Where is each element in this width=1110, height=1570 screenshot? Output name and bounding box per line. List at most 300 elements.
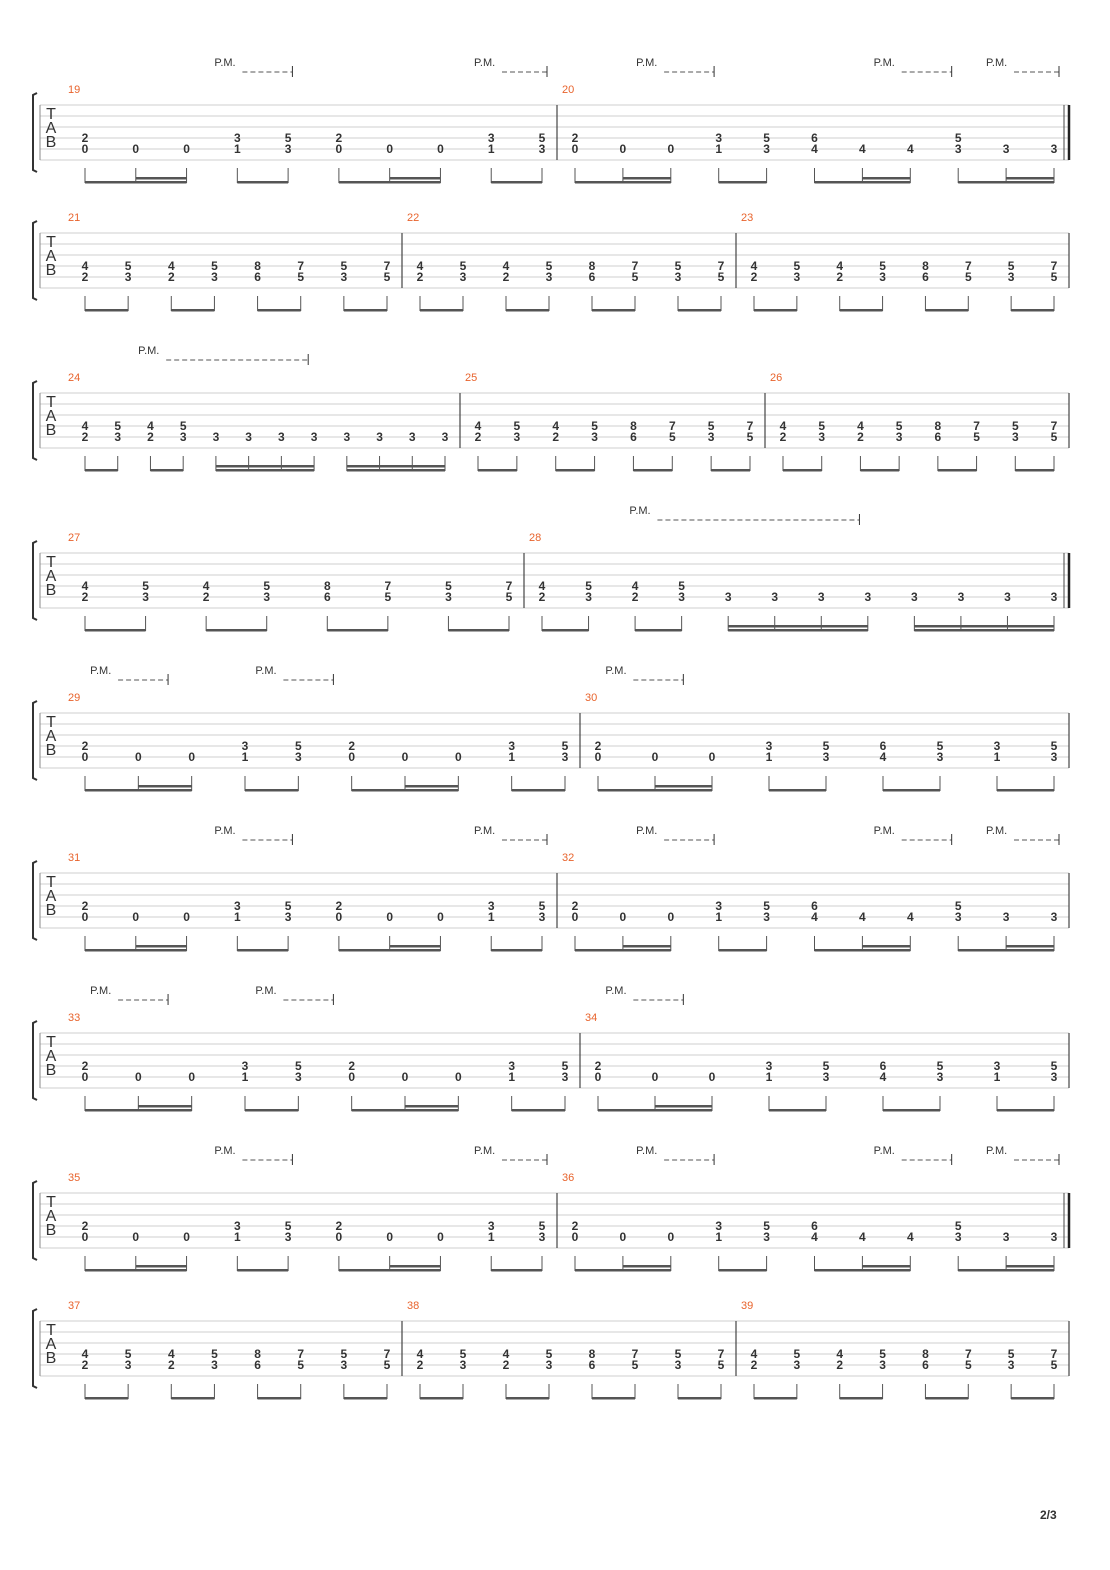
beam (728, 629, 868, 632)
fret-number: 5 (954, 131, 962, 145)
fret-number: 2 (552, 430, 560, 444)
fret-number: 3 (124, 1358, 132, 1372)
fret-number: 4 (811, 142, 818, 156)
fret-number: 2 (202, 590, 210, 604)
beam-secondary (728, 625, 868, 628)
beam (216, 469, 314, 472)
beam (171, 309, 214, 312)
fret-number: 3 (343, 430, 351, 444)
tab-clef-letter: B (45, 1062, 57, 1079)
fret-number: 2 (81, 899, 89, 913)
fret-number: 4 (167, 1347, 175, 1361)
beam-secondary (655, 1105, 712, 1108)
fret-number: 2 (335, 1219, 343, 1233)
beam (711, 469, 750, 472)
fret-number: 5 (591, 419, 598, 433)
beam (245, 1109, 298, 1112)
beam (352, 1109, 459, 1112)
fret-number: 3 (1011, 430, 1019, 444)
fret-number: 3 (1002, 142, 1010, 156)
beam (575, 181, 671, 184)
beam (958, 949, 1054, 952)
beam (556, 469, 595, 472)
fret-number: 0 (437, 142, 444, 156)
fret-number: 5 (954, 899, 962, 913)
fret-number: 2 (594, 1059, 602, 1073)
fret-number: 3 (1004, 590, 1011, 604)
beam (769, 1109, 826, 1112)
fret-number: 2 (81, 1059, 89, 1073)
fret-number: 3 (1050, 910, 1058, 924)
fret-number: 2 (335, 899, 343, 913)
measure-number: 30 (585, 692, 598, 704)
beam (512, 789, 565, 792)
beam (506, 1397, 549, 1400)
beam (339, 181, 441, 184)
measure-number: 37 (68, 1300, 81, 1312)
fret-number: 1 (715, 1230, 723, 1244)
beam (258, 1397, 301, 1400)
fret-number: 5 (879, 259, 886, 273)
fret-number: 4 (859, 1230, 866, 1244)
beam (237, 1269, 288, 1272)
tab-system (33, 825, 1069, 952)
fret-number: 5 (284, 1219, 292, 1233)
fret-number: 3 (954, 142, 962, 156)
palm-mute-label: P.M. (873, 825, 895, 837)
fret-number: 0 (571, 910, 579, 924)
fret-number: 5 (294, 1059, 302, 1073)
fret-number: 6 (922, 270, 929, 284)
fret-number: 3 (459, 270, 467, 284)
fret-number: 3 (441, 430, 449, 444)
fret-number: 5 (384, 590, 392, 604)
measure-number: 27 (68, 532, 81, 544)
fret-number: 5 (124, 1347, 132, 1361)
beam (491, 1269, 542, 1272)
measure-number: 23 (741, 212, 754, 224)
measure-number: 35 (68, 1172, 81, 1184)
beam (783, 469, 822, 472)
fret-number: 5 (631, 270, 639, 284)
beam (958, 1269, 1054, 1272)
fret-number: 7 (631, 1347, 639, 1361)
fret-number: 8 (254, 259, 261, 273)
fret-number: 5 (1050, 739, 1058, 753)
fret-number: 3 (513, 430, 521, 444)
fret-number: 3 (1050, 750, 1058, 764)
tab-clef-letter: T (46, 874, 56, 891)
palm-mute-label: P.M. (138, 345, 160, 357)
fret-number: 3 (545, 270, 553, 284)
fret-number: 0 (571, 142, 579, 156)
fret-number: 1 (233, 1230, 241, 1244)
fret-number: 5 (297, 270, 305, 284)
tab-clef-letter: A (45, 1336, 57, 1353)
fret-number: 0 (454, 750, 462, 764)
fret-number: 5 (505, 590, 513, 604)
fret-number: 5 (459, 259, 467, 273)
fret-number: 5 (822, 1059, 830, 1073)
fret-number: 5 (1050, 1358, 1058, 1372)
fret-number: 0 (183, 142, 190, 156)
beam-secondary (1006, 945, 1054, 948)
fret-number: 0 (708, 750, 716, 764)
palm-mute-label: P.M. (873, 1145, 895, 1157)
fret-number: 7 (668, 419, 676, 433)
fret-number: 6 (588, 270, 596, 284)
fret-number: 7 (746, 419, 754, 433)
fret-number: 3 (715, 1219, 723, 1233)
fret-number: 3 (340, 270, 348, 284)
beam (542, 629, 589, 632)
fret-number: 5 (763, 1219, 770, 1233)
fret-number: 8 (323, 579, 331, 593)
tab-clef-letter: T (46, 106, 56, 123)
fret-number: 4 (502, 1347, 510, 1361)
fret-number: 2 (348, 1059, 356, 1073)
tab-clef-letter: T (46, 714, 56, 731)
tab-system (33, 345, 1069, 472)
fret-number: 0 (708, 1070, 716, 1084)
fret-number: 4 (859, 910, 866, 924)
fret-number: 5 (513, 419, 521, 433)
fret-number: 3 (179, 430, 187, 444)
measure-number: 25 (465, 372, 478, 384)
fret-number: 8 (934, 419, 942, 433)
fret-number: 5 (895, 419, 903, 433)
fret-number: 3 (487, 1219, 495, 1233)
fret-number: 3 (911, 590, 918, 604)
fret-number: 1 (508, 1070, 516, 1084)
fret-number: 6 (254, 1358, 261, 1372)
tab-clef-letter: A (45, 408, 57, 425)
beam (840, 1397, 883, 1400)
beam (150, 469, 183, 472)
fret-number: 5 (1050, 430, 1058, 444)
tab-clef-letter: B (45, 582, 57, 599)
fret-number: 5 (1050, 1059, 1058, 1073)
fret-number: 4 (631, 579, 639, 593)
fret-number: 0 (132, 142, 140, 156)
tab-clef-letter: T (46, 234, 56, 251)
measure-number: 29 (68, 692, 81, 704)
beam (237, 181, 288, 184)
fret-number: 3 (1007, 1358, 1015, 1372)
fret-number: 5 (1050, 270, 1058, 284)
fret-number: 2 (594, 739, 602, 753)
fret-number: 3 (233, 1219, 241, 1233)
fret-number: 3 (715, 899, 723, 913)
fret-number: 4 (811, 1230, 818, 1244)
measure-number: 32 (562, 852, 575, 864)
fret-number: 3 (822, 1070, 830, 1084)
beam (883, 1109, 940, 1112)
fret-number: 7 (1050, 259, 1058, 273)
fret-number: 4 (474, 419, 482, 433)
fret-number: 5 (746, 430, 754, 444)
beam (85, 1109, 192, 1112)
beam-secondary (623, 945, 671, 948)
fret-number: 5 (459, 1347, 467, 1361)
fret-number: 2 (348, 739, 356, 753)
fret-number: 4 (81, 579, 89, 593)
page-number: 2/3 (1040, 1508, 1057, 1522)
fret-number: 5 (707, 419, 715, 433)
fret-number: 7 (964, 259, 972, 273)
fret-number: 6 (811, 899, 818, 913)
fret-number: 1 (241, 750, 249, 764)
measure-number: 28 (529, 532, 542, 544)
fret-number: 5 (973, 430, 980, 444)
beam (914, 629, 1054, 632)
measure-number: 24 (68, 372, 81, 384)
fret-number: 3 (1002, 910, 1010, 924)
fret-number: 4 (906, 910, 914, 924)
fret-number: 2 (147, 430, 154, 444)
fret-number: 3 (1002, 1230, 1010, 1244)
palm-mute-label: P.M. (474, 825, 496, 837)
tab-clef-letter: A (45, 728, 57, 745)
beam (245, 789, 298, 792)
fret-number: 3 (724, 590, 732, 604)
tab-clef-letter: A (45, 120, 57, 137)
system-bracket (33, 861, 37, 940)
fret-number: 7 (297, 1347, 305, 1361)
fret-number: 5 (954, 1219, 962, 1233)
fret-number: 2 (416, 270, 424, 284)
fret-number: 0 (81, 142, 89, 156)
beam (815, 1269, 911, 1272)
fret-number: 5 (678, 579, 685, 593)
fret-number: 2 (167, 270, 175, 284)
fret-number: 4 (836, 1347, 844, 1361)
fret-number: 5 (964, 270, 972, 284)
fret-number: 5 (585, 579, 592, 593)
fret-number: 5 (211, 1347, 218, 1361)
beam (478, 469, 517, 472)
fret-number: 6 (879, 739, 887, 753)
palm-mute-label: P.M. (214, 825, 236, 837)
beam (506, 309, 549, 312)
fret-number: 5 (936, 1059, 944, 1073)
fret-number: 5 (793, 259, 801, 273)
fret-number: 0 (386, 1230, 394, 1244)
beam-secondary (623, 1265, 671, 1268)
tab-clef-letter: T (46, 1322, 56, 1339)
palm-mute-label: P.M. (986, 1145, 1008, 1157)
fret-number: 4 (879, 750, 887, 764)
fret-number: 3 (936, 1070, 944, 1084)
fret-number: 2 (750, 1358, 758, 1372)
fret-number: 4 (538, 579, 546, 593)
fret-number: 7 (717, 259, 725, 273)
beam (344, 1397, 387, 1400)
beam (840, 309, 883, 312)
fret-number: 0 (386, 910, 394, 924)
fret-number: 2 (836, 1358, 844, 1372)
fret-number: 8 (588, 259, 596, 273)
measure-number: 26 (770, 372, 783, 384)
beam (339, 1269, 441, 1272)
fret-number: 5 (297, 1358, 305, 1372)
fret-number: 4 (906, 1230, 914, 1244)
beam (815, 181, 911, 184)
fret-number: 1 (508, 750, 516, 764)
fret-number: 4 (779, 419, 787, 433)
fret-number: 3 (538, 910, 546, 924)
beam (512, 1109, 565, 1112)
fret-number: 0 (401, 1070, 409, 1084)
fret-number: 5 (763, 131, 770, 145)
fret-number: 3 (408, 430, 416, 444)
palm-mute-label: P.M. (214, 57, 236, 69)
beam (85, 469, 118, 472)
beam (883, 789, 940, 792)
beam (678, 1397, 721, 1400)
measure-number: 19 (68, 84, 81, 96)
beam-secondary (405, 1105, 458, 1108)
fret-number: 3 (538, 142, 546, 156)
beam (448, 629, 509, 632)
fret-number: 3 (233, 131, 241, 145)
fret-number: 0 (348, 750, 356, 764)
fret-number: 4 (750, 259, 758, 273)
fret-number: 7 (383, 259, 391, 273)
fret-number: 2 (571, 131, 579, 145)
fret-number: 1 (765, 750, 773, 764)
fret-number: 0 (437, 910, 444, 924)
fret-number: 1 (993, 1070, 1001, 1084)
fret-number: 5 (964, 1358, 972, 1372)
fret-number: 3 (585, 590, 592, 604)
fret-number: 8 (588, 1347, 596, 1361)
tab-clef-letter: B (45, 134, 57, 151)
fret-number: 2 (474, 430, 482, 444)
beam-secondary (136, 1265, 187, 1268)
fret-number: 3 (245, 430, 252, 444)
beam (633, 469, 672, 472)
palm-mute-label: P.M. (474, 1145, 496, 1157)
beam-secondary (138, 1105, 191, 1108)
fret-number: 4 (202, 579, 210, 593)
beam (1015, 469, 1054, 472)
beam (85, 181, 187, 184)
tab-clef-letter: A (45, 1048, 57, 1065)
fret-number: 0 (81, 910, 89, 924)
fret-number: 3 (114, 430, 122, 444)
fret-number: 3 (763, 142, 770, 156)
fret-number: 0 (651, 1070, 659, 1084)
fret-number: 6 (254, 270, 261, 284)
beam (171, 1397, 214, 1400)
beam-secondary (655, 785, 712, 788)
fret-number: 4 (879, 1070, 887, 1084)
beam (491, 949, 542, 952)
beam (347, 469, 445, 472)
fret-number: 2 (81, 590, 89, 604)
fret-number: 3 (284, 1230, 292, 1244)
fret-number: 3 (241, 1059, 249, 1073)
beam (592, 309, 635, 312)
fret-number: 7 (973, 419, 980, 433)
fret-number: 3 (895, 430, 903, 444)
beam (1011, 1397, 1054, 1400)
fret-number: 7 (505, 579, 513, 593)
fret-number: 7 (631, 259, 639, 273)
fret-number: 3 (822, 750, 830, 764)
palm-mute-label: P.M. (214, 1145, 236, 1157)
tab-clef-letter: B (45, 742, 57, 759)
measure-number: 34 (585, 1012, 598, 1024)
fret-number: 3 (340, 1358, 348, 1372)
fret-number: 0 (651, 750, 659, 764)
beam (1011, 309, 1054, 312)
beam-secondary (405, 785, 458, 788)
fret-number: 2 (779, 430, 787, 444)
beam (598, 789, 712, 792)
fret-number: 3 (765, 1059, 773, 1073)
beam (339, 949, 441, 952)
fret-number: 0 (437, 1230, 444, 1244)
palm-mute-label: P.M. (255, 665, 277, 677)
fret-number: 3 (212, 430, 220, 444)
fret-number: 7 (384, 579, 392, 593)
tab-system (33, 505, 1069, 632)
fret-number: 0 (81, 750, 89, 764)
tab-system (33, 57, 1069, 184)
fret-number: 2 (81, 1358, 89, 1372)
fret-number: 5 (818, 419, 826, 433)
fret-number: 0 (134, 1070, 142, 1084)
system-bracket (33, 1309, 37, 1388)
fret-number: 3 (763, 910, 770, 924)
beam-secondary (623, 177, 671, 180)
fret-number: 3 (765, 739, 773, 753)
fret-number: 0 (335, 142, 343, 156)
fret-number: 3 (310, 430, 318, 444)
fret-number: 3 (284, 142, 292, 156)
fret-number: 3 (376, 430, 383, 444)
system-bracket (33, 221, 37, 300)
beam-secondary (136, 177, 187, 180)
fret-number: 2 (502, 270, 510, 284)
fret-number: 5 (1007, 1347, 1015, 1361)
fret-number: 3 (674, 270, 682, 284)
fret-number: 0 (183, 1230, 190, 1244)
beam (598, 1109, 712, 1112)
beam-secondary (1006, 1265, 1054, 1268)
palm-mute-label: P.M. (90, 665, 112, 677)
fret-number: 3 (1050, 142, 1058, 156)
fret-number: 3 (771, 590, 779, 604)
fret-number: 3 (487, 899, 495, 913)
beam (575, 949, 671, 952)
tab-clef-letter: A (45, 248, 57, 265)
fret-number: 0 (183, 910, 190, 924)
fret-number: 3 (211, 1358, 218, 1372)
fret-number: 3 (561, 750, 569, 764)
fret-number: 3 (294, 1070, 302, 1084)
fret-number: 2 (502, 1358, 510, 1372)
system-bracket (33, 1021, 37, 1100)
system-bracket (33, 93, 37, 172)
tab-system (33, 985, 1069, 1112)
fret-number: 3 (793, 270, 801, 284)
fret-number: 0 (134, 750, 142, 764)
fret-number: 6 (811, 1219, 818, 1233)
beam (769, 789, 826, 792)
